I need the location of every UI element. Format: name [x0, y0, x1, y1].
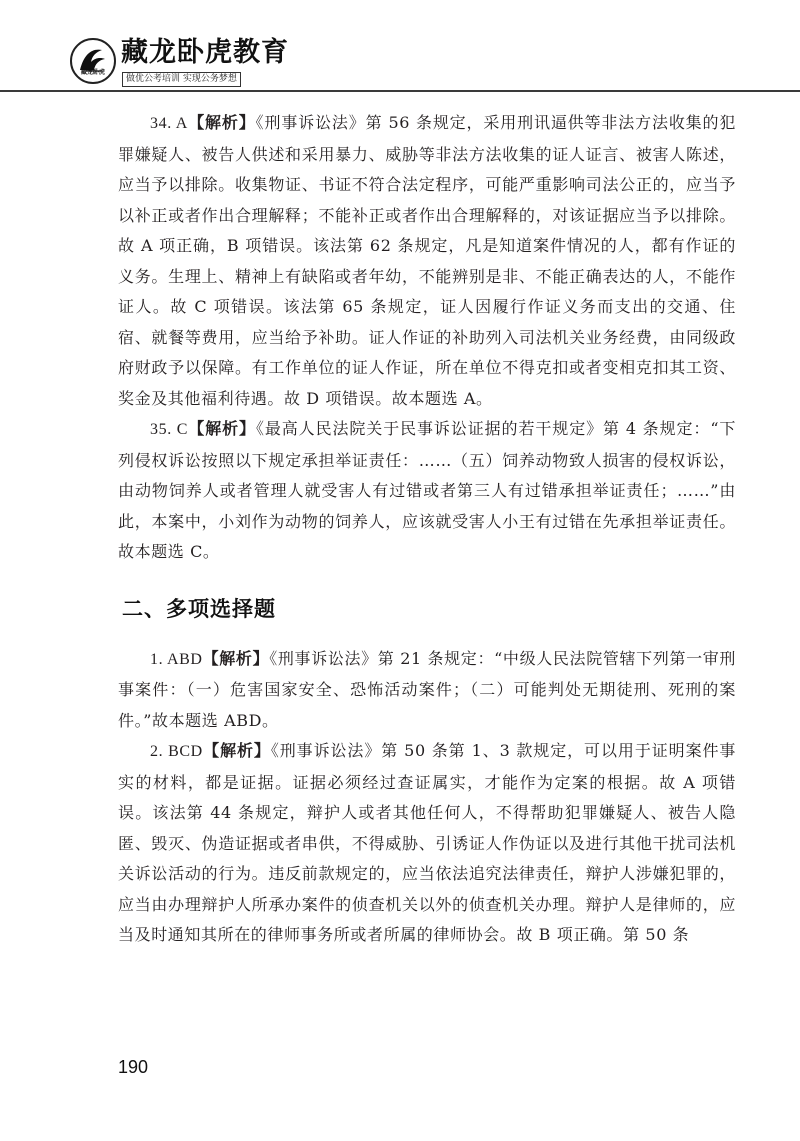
- answer-body: 《最高人民法院关于民事诉讼证据的若干规定》第 4 条规定：“下列侵权诉讼按照以下规定承担举证责任：……（五）饲养动物致人损害的侵权诉讼，由动物饲养人或者管理人就受害人有过错或者第三人有过错承担举证责任；……”由此，本案中，小刘作为动物的饲养人，应该就受害人小王有过错在先承担举证责任。故本题选 C。: [118, 419, 737, 561]
- logo-text: 藏龙卧虎: [80, 69, 105, 76]
- answer-paragraph: [118, 108, 736, 414]
- header-divider: [0, 90, 800, 92]
- answer-paragraph: [118, 736, 736, 951]
- page-header: [0, 0, 800, 92]
- answer-number: 1. ABD: [150, 650, 203, 668]
- analysis-label: 【解析】: [187, 419, 256, 438]
- brand-logo: [70, 38, 116, 84]
- answer-paragraph: [118, 414, 736, 568]
- brand-slogan: 做优公考培训 实现公务梦想: [122, 72, 241, 87]
- analysis-label: 【解析】: [202, 741, 271, 760]
- answer-body: 《刑事诉讼法》第 50 条第 1、3 款规定，可以用于证明案件事实的材料，都是证据。证据必须经过查证属实，才能作为定案的根据。故 A 项错误。该法第 44 条规定，辩护人或者其他任何人，不得帮助犯罪嫌疑人、被告人隐匿、毁灭、伪造证据或者串供，不得威胁、引诱证人作伪证以及进行其他干扰司法机关诉讼活动的行为。违反前款规定的，应当依法追究法律责任，辩护人涉嫌犯罪的，应当由办理辩护人所承办案件的侦查机关以外的侦查机关办理。辩护人是律师的，应当及时通知其所在的律师事务所或者所属的律师协会。故 B 项正确。第 50 条: [118, 741, 737, 944]
- answer-number: 2. BCD: [150, 743, 203, 760]
- answer-paragraph: [118, 644, 736, 737]
- answer-number: 35. C: [150, 421, 188, 438]
- brand-name: 藏龙卧虎教育: [121, 37, 289, 68]
- page-content: [118, 108, 736, 951]
- page-number: 190: [118, 1057, 149, 1077]
- answer-body: 《刑事诉讼法》第 21 条规定：“中级人民法院管辖下列第一审刑事案件：（一）危害国家安全、恐怖活动案件；（二）可能判处无期徒刑、死刑的案件。”故本题选 ABD。: [118, 648, 737, 730]
- answer-number: 34. A: [150, 115, 188, 132]
- answer-body: 《刑事诉讼法》第 56 条规定，采用刑讯逼供等非法方法收集的犯罪嫌疑人、被告人供述和采用暴力、威胁等非法方法收集的证人证言、被害人陈述，应当予以排除。收集物证、书证不符合法定程序，可能严重影响司法公正的，应当予以补正或者作出合理解释；不能补正或者作出合理解释的，对该证据应当予以排除。故 A 项正确，B 项错误。该法第 62 条规定，凡是知道案件情况的人，都有作证的义务。生理上、精神上有缺陷或者年幼，不能辨别是非、不能正确表达的人，不能作证人。故 C 项错误。该法第 65 条规定，证人因履行作证义务而支出的交通、住宿、就餐等费用，应当给予补助。证人作证的补助列入司法机关业务经费，由同级政府财政予以保障。有工作单位的证人作证，所在单位不得克扣或者变相克扣其工资、奖金及其他福利待遇。故 D 项错误。故本题选 A。: [118, 113, 737, 408]
- analysis-label: 【解析】: [202, 648, 270, 668]
- analysis-label: 【解析】: [187, 113, 256, 132]
- section-heading: 二、多项选择题: [122, 596, 276, 621]
